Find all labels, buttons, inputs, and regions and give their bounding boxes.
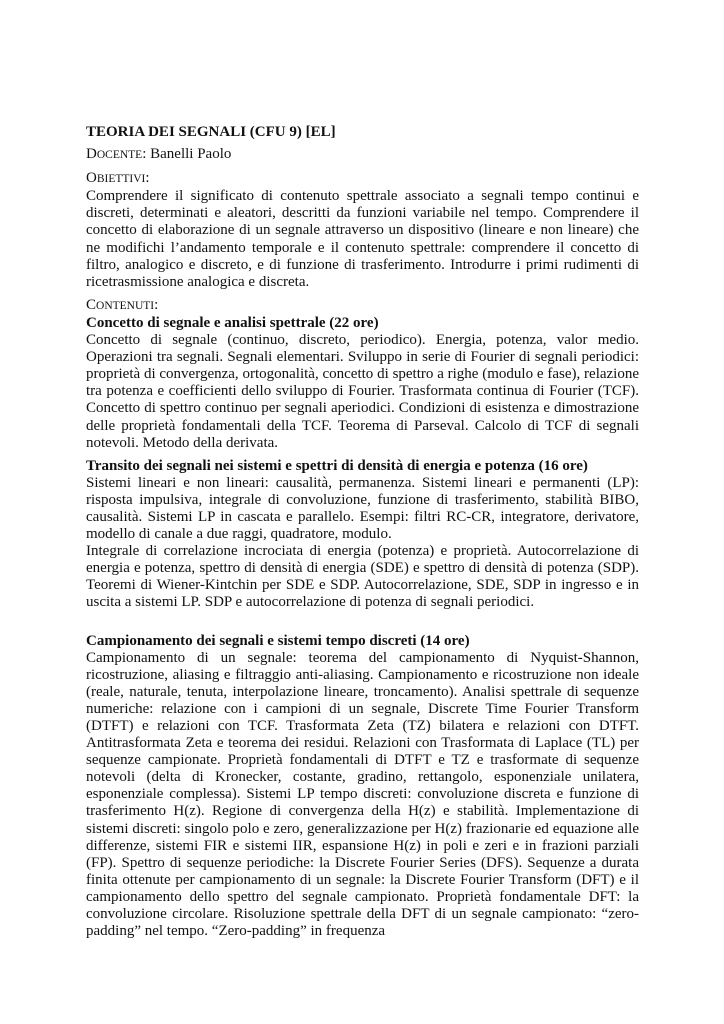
- section-paragraph: Campionamento di un segnale: teorema del campionamento di Nyquist-Shannon, ricostruzione, aliasing e filtraggio anti-aliasing. Campionamento e ricostruzione non ideale (reale, naturale, tenuta, interpolazione lineare, troncamento). Analisi spettrale di sequenze numeriche: relazione con i campioni di un segnale, Discrete Time Fourier Transform (DTFT) e relazioni con TCF. Trasformata Zeta (TZ) bilatera e relazioni con DTFT. Antitrasformata Zeta e teorema dei residui. Relazioni con Trasformata di Laplace (TL) per sequenze campionate. Proprietà fondamentali di DTFT e TZ e trasformate di sequenze notevoli (delta di Kronecker, costante, gradino, rettangolo, esponenziale unilatera, esponenziale complessa). Sistemi LP tempo discreti: convoluzione discreta e funzione di trasferimento H(z). Regione di convergenza della H(z) e stabilità. Implementazione di sistemi discreti: singolo polo e zero, generalizzazione per H(z) frazionarie ed equazione alle differenze, sistemi FIR e sistemi IIR, espansione H(z) in poli e zeri e in frazioni parziali (FP). Spettro di sequenze periodiche: la Discrete Fourier Series (DFS). Sequenze a durata finita ottenute per campionamento di un segnale: la Discrete Fourier Transform (DFT) e il campionamento dello spettro del segnale campionato. Proprietà fondamentale DFT: la convoluzione circolare. Risoluzione spettrale della DFT di un segnale campionato: “zero-padding” nel tempo. “Zero-padding” in frequenza: [86, 649, 639, 940]
- section-campionamento: [86, 633, 639, 941]
- docente-label-rest: OCENTE: [96, 149, 143, 162]
- obiettivi-label-colon: :: [145, 170, 150, 187]
- section-transito-segnali: [86, 458, 639, 612]
- obiettivi-label-rest: BIETTIVI: [96, 173, 146, 186]
- contenuti-label-initial: C: [86, 296, 97, 313]
- contenuti-label: [86, 297, 639, 315]
- contenuti-label-colon: :: [154, 296, 159, 313]
- section-paragraph: Sistemi lineari e non lineari: causalità, permanenza. Sistemi lineari e permanenti (LP): risposta impulsiva, integrale di convoluzione, funzione di trasferimento, stabilità BIBO, causalità. Sistemi LP in cascata e parallelo. Esempi: filtri RC-CR, integratore, derivatore, modello di canale a due raggi, quadratore, modulo.: [86, 474, 639, 543]
- docente-name: : Banelli Paolo: [142, 146, 232, 163]
- obiettivi-label: [86, 170, 639, 188]
- section-heading: Concetto di segnale e analisi spettrale (22 ore): [86, 314, 379, 331]
- contenuti-label-rest: ONTENUTI: [96, 299, 155, 312]
- docente-label-initial: D: [86, 146, 97, 163]
- section-paragraph: Integrale di correlazione incrociata di energia (potenza) e proprietà. Autocorrelazione di energia e potenza, spettro di densità di energia (SDE) e spettro di densità di potenza (SDP). Teoremi di Wiener-Kintchin per SDE e SDP. Autocorrelazione, SDE, SDP in ingresso e in uscita a sistemi LP. SDP e autocorrelazione di potenza di segnali periodici.: [86, 543, 639, 611]
- section-paragraph: Concetto di segnale (continuo, discreto, periodico). Energia, potenza, valor medio. Operazioni tra segnali. Segnali elementari. Sviluppo in serie di Fourier di segnali periodici: proprietà di convergenza, ortogonalità, concetto di spettro a righe (modulo e fase), relazione tra potenza e coefficienti dello sviluppo di Fourier. Trasformata continua di Fourier (TCF). Concetto di spettro continuo per segnali aperiodici. Condizioni di esistenza e dimostrazione delle proprietà fondamentali della TCF. Teorema di Parseval. Calcolo di TCF di segnali notevoli. Metodo della derivata.: [86, 332, 639, 451]
- section-heading: Transito dei segnali nei sistemi e spettri di densità di energia e potenza (16 ore): [86, 457, 588, 474]
- section-segnale-analisi: [86, 315, 639, 452]
- obiettivi-text: Comprendere il significato di contenuto spettrale associato a segnali tempo continui e discreti, determinati e aleatori, descritti da funzioni variabile nel tempo. Comprendere il concetto di elaborazione di un segnale attraverso un dispositivo (lineare e non lineare) che ne modifichi l’andamento temporale e il contenuto spettrale: comprendere il concetto di filtro, analogico e discreto, e di funzione di trasferimento. Introdurre i primi rudimenti di ricetrasmissione analogica e discreta.: [86, 188, 639, 290]
- obiettivi-label-initial: O: [86, 170, 97, 187]
- section-heading: Campionamento dei segnali e sistemi tempo discreti (14 ore): [86, 632, 470, 649]
- docente-line: [86, 146, 639, 164]
- course-title: TEORIA DEI SEGNALI (CFU 9) [EL]: [86, 124, 336, 140]
- document-page: [86, 124, 639, 940]
